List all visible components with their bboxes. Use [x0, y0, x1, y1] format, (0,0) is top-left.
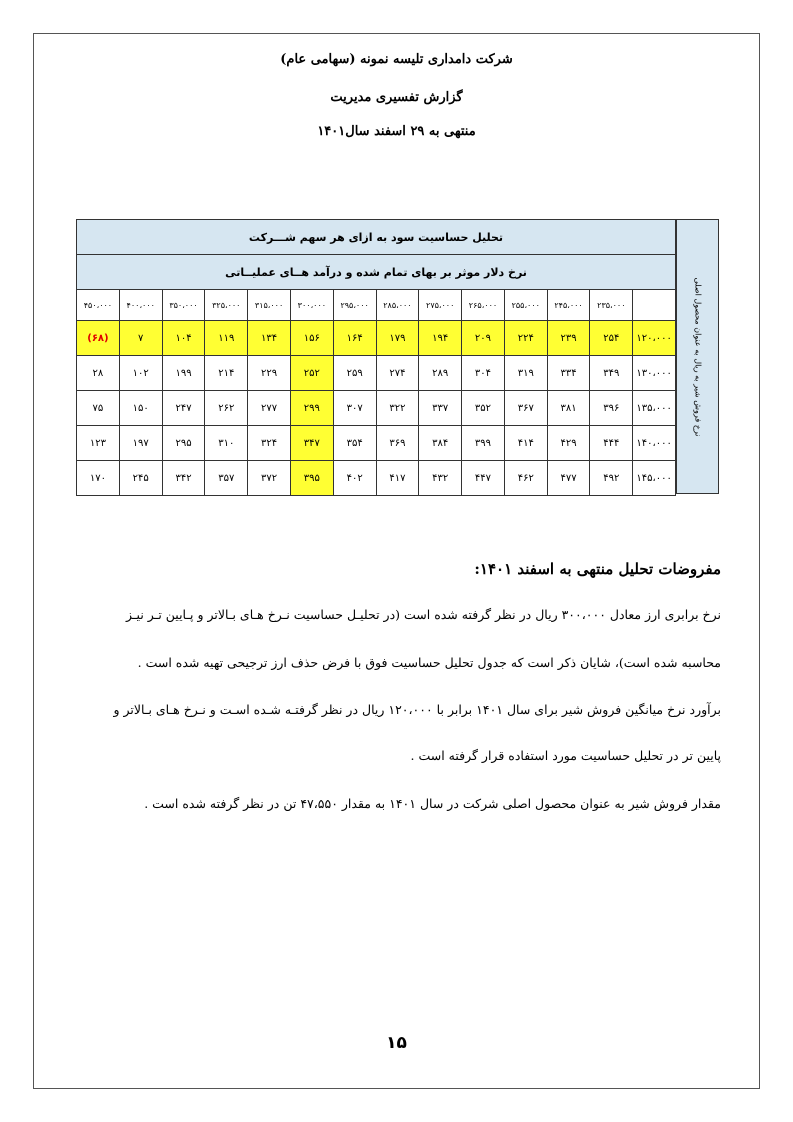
table-row: [77, 426, 676, 461]
table-cell: ۳۹۶: [590, 391, 633, 426]
assumption-line: پایین تر در تحلیل حساسیت مورد استفاده قرار گرفته است .: [410, 748, 721, 763]
table-cell: ۴۱۷: [376, 461, 419, 496]
table-cell: ۳۵۷: [205, 461, 248, 496]
table-cell: ۳۵۲: [462, 391, 505, 426]
table-cell: ۳۷۲: [248, 461, 291, 496]
column-header: ۲۵۵،۰۰۰: [504, 290, 547, 321]
table-cell: ۳۱۰: [205, 426, 248, 461]
sensitivity-table: [76, 219, 676, 496]
column-header: ۲۳۵،۰۰۰: [590, 290, 633, 321]
table-row: [77, 356, 676, 391]
table-cell: ۳۲۴: [248, 426, 291, 461]
table-cell: ۲۹۹: [290, 391, 333, 426]
table-cell: ۲۳۹: [547, 321, 590, 356]
row-label: ۱۲۰،۰۰۰: [633, 321, 676, 356]
table-cell: ۱۹۹: [162, 356, 205, 391]
table-subtitle: نرخ دلار موثر بر بهای تمام شده و درآمد هــای عملیــاتی: [77, 255, 676, 290]
column-header: ۲۸۵،۰۰۰: [376, 290, 419, 321]
table-cell: ۴۳۲: [419, 461, 462, 496]
table-title: تحلیل حساسیت سود به ازای هر سهم شـــرکت: [77, 220, 676, 255]
table-cell: ۲۸: [77, 356, 120, 391]
table-cell: ۲۵۴: [590, 321, 633, 356]
column-header: ۲۹۵،۰۰۰: [333, 290, 376, 321]
table-cell: ۱۵۶: [290, 321, 333, 356]
table-cell: ۱۲۳: [77, 426, 120, 461]
table-cell: ۱۶۴: [333, 321, 376, 356]
table-cell: ۳۰۷: [333, 391, 376, 426]
table-cell: ۴۴۴: [590, 426, 633, 461]
table-cell: ۴۶۲: [504, 461, 547, 496]
table-cell: ۲۹۵: [162, 426, 205, 461]
table-cell: ۱۱۹: [205, 321, 248, 356]
table-cell: ۲۱۴: [205, 356, 248, 391]
table-cell: ۷۵: [77, 391, 120, 426]
table-cell: ۱۵۰: [119, 391, 162, 426]
table-cell: ۳۸۴: [419, 426, 462, 461]
column-header: ۲۷۵،۰۰۰: [419, 290, 462, 321]
table-cell: ۲۶۲: [205, 391, 248, 426]
column-header: ۳۵۰،۰۰۰: [162, 290, 205, 321]
side-label-cell: [676, 219, 719, 494]
table-cell: ۲۷۴: [376, 356, 419, 391]
table-cell: ۱۰۲: [119, 356, 162, 391]
column-header: ۴۰۰،۰۰۰: [119, 290, 162, 321]
table-row: [77, 321, 676, 356]
row-label: ۱۴۵،۰۰۰: [633, 461, 676, 496]
table-cell: (۶۸): [77, 321, 120, 356]
side-label: نرخ فروش شیر به ریال به عنوان محصول اصلی: [693, 277, 702, 436]
table-cell: ۳۴۲: [162, 461, 205, 496]
column-header: ۴۵۰،۰۰۰: [77, 290, 120, 321]
sensitivity-table-container: [76, 219, 719, 494]
assumption-line: محاسبه شده است)، شایان ذکر است که جدول تحلیل حساسیت فوق با فرض حذف ارز ترجیحی تهیه شده است .: [137, 655, 721, 670]
row-label: ۱۳۵،۰۰۰: [633, 391, 676, 426]
assumption-line: مقدار فروش شیر به عنوان محصول اصلی شرکت در سال ۱۴۰۱ به مقدار ۴۷،۵۵۰ تن در نظر گرفته شده است .: [144, 796, 721, 811]
table-row: [77, 461, 676, 496]
table-cell: ۴۹۲: [590, 461, 633, 496]
column-header: ۳۲۵،۰۰۰: [205, 290, 248, 321]
table-cell: ۲۰۹: [462, 321, 505, 356]
table-cell: ۱۷۹: [376, 321, 419, 356]
table-cell: ۲۸۹: [419, 356, 462, 391]
table-cell: ۳۵۴: [333, 426, 376, 461]
assumptions-heading: مفروضات تحلیل منتهی به اسفند ۱۴۰۱:: [474, 560, 721, 578]
row-label: ۱۴۰،۰۰۰: [633, 426, 676, 461]
table-cell: ۳۴۹: [590, 356, 633, 391]
table-cell: ۳۲۲: [376, 391, 419, 426]
assumption-line: برآورد نرخ میانگین فروش شیر برای سال ۱۴۰۱ برابر با ۱۲۰،۰۰۰ ریال در نظر گرفتـه شـده اسـت و نـرخ هـای بـالاتر و: [113, 702, 721, 717]
assumption-line: نرخ برابری ارز معادل ۳۰۰،۰۰۰ ریال در نظر گرفته شده است (در تحلیـل حساسیت نـرخ هـای بـالاتر و پـایین تـر نیـز: [125, 607, 721, 622]
table-cell: ۴۷۷: [547, 461, 590, 496]
table-cell: ۷: [119, 321, 162, 356]
column-header: ۲۴۵،۰۰۰: [547, 290, 590, 321]
table-cell: ۳۳۴: [547, 356, 590, 391]
table-cell: ۳۹۹: [462, 426, 505, 461]
table-row: [77, 391, 676, 426]
table-cell: ۴۴۷: [462, 461, 505, 496]
table-cell: ۳۰۴: [462, 356, 505, 391]
column-header: ۳۱۵،۰۰۰: [248, 290, 291, 321]
table-cell: ۱۹۷: [119, 426, 162, 461]
table-cell: ۱۷۰: [77, 461, 120, 496]
row-label: ۱۳۰،۰۰۰: [633, 356, 676, 391]
column-header-row: [77, 290, 676, 321]
table-cell: ۳۴۷: [290, 426, 333, 461]
table-cell: ۳۶۹: [376, 426, 419, 461]
table-cell: ۲۴۵: [119, 461, 162, 496]
table-cell: ۱۳۴: [248, 321, 291, 356]
table-cell: ۲۲۴: [504, 321, 547, 356]
column-header: ۲۶۵،۰۰۰: [462, 290, 505, 321]
table-cell: ۲۷۷: [248, 391, 291, 426]
table-cell: ۲۲۹: [248, 356, 291, 391]
table-cell: ۲۴۷: [162, 391, 205, 426]
table-cell: ۱۹۴: [419, 321, 462, 356]
table-cell: ۴۰۲: [333, 461, 376, 496]
table-cell: ۲۵۹: [333, 356, 376, 391]
corner-cell: [633, 290, 676, 321]
page-number: ۱۵: [386, 1033, 407, 1053]
table-cell: ۱۰۴: [162, 321, 205, 356]
table-cell: ۴۲۹: [547, 426, 590, 461]
report-title: گزارش تفسیری مدیریت: [330, 90, 463, 105]
company-name: شرکت دامداری تلیسه نمونه (سهامی عام): [280, 52, 513, 67]
table-cell: ۲۵۲: [290, 356, 333, 391]
column-header: ۳۰۰،۰۰۰: [290, 290, 333, 321]
table-cell: ۳۹۵: [290, 461, 333, 496]
table-cell: ۳۶۷: [504, 391, 547, 426]
table-cell: ۴۱۴: [504, 426, 547, 461]
report-period: منتهی به ۲۹ اسفند سال۱۴۰۱: [317, 124, 476, 139]
table-cell: ۳۱۹: [504, 356, 547, 391]
table-cell: ۳۳۷: [419, 391, 462, 426]
table-cell: ۳۸۱: [547, 391, 590, 426]
